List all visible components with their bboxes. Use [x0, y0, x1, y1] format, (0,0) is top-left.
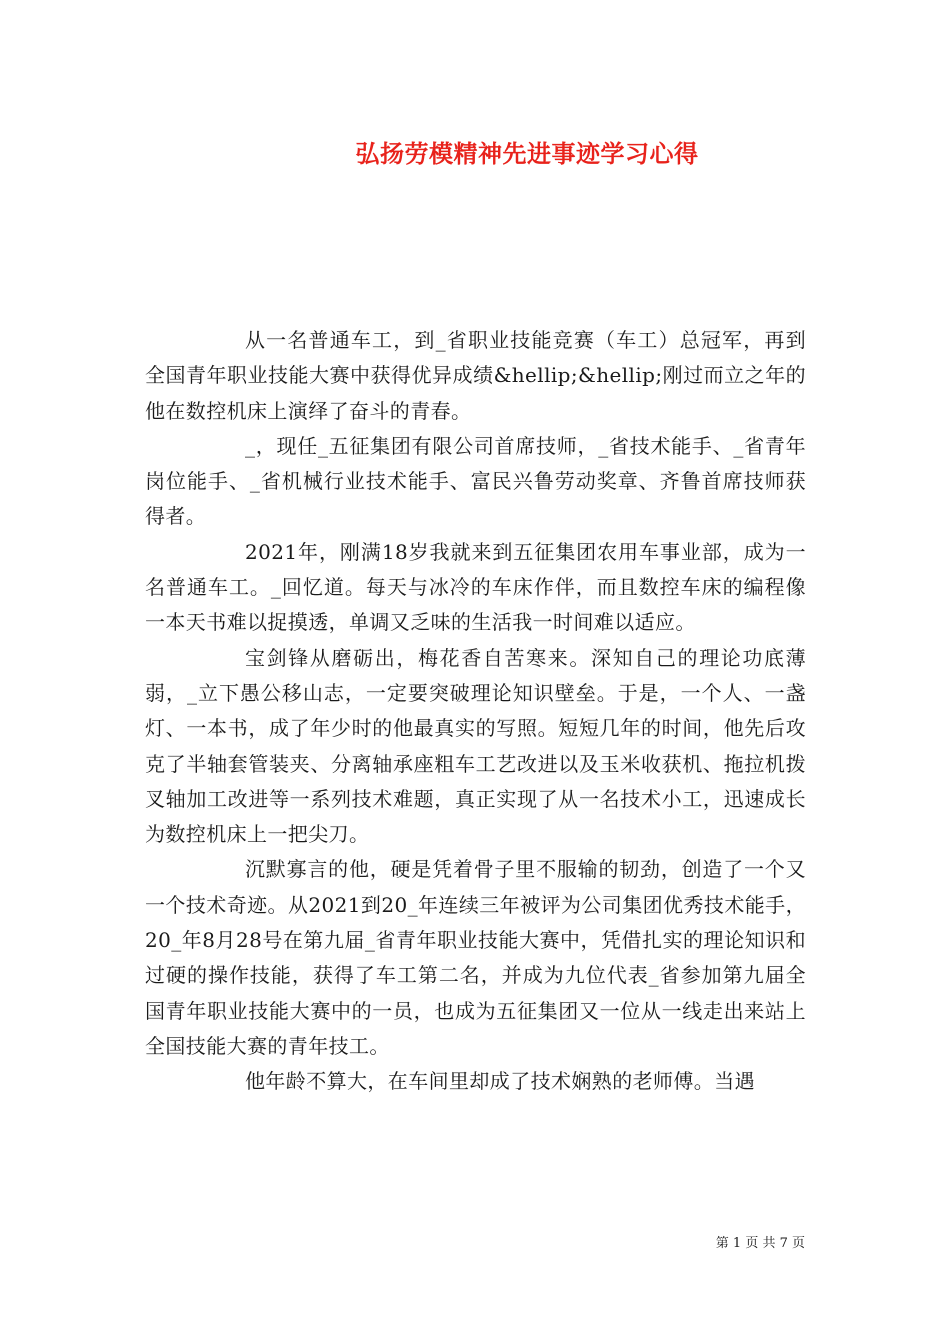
paragraph-5: 沉默寡言的他，硬是凭着骨子里不服输的韧劲，创造了一个又一个技术奇迹。从2021到20_年连续三年被评为公司集团优秀技术能手，20_年8月28号在第九届_省青年职业技能大赛中，凭借扎实的理论知识和过硬的操作技能，获得了车工第二名，并成为九位代表_省参加第九届全国青年职业技能大赛中的一员，也成为五征集团又一位从一线走出来站上全国技能大赛的青年技工。 — [145, 857, 806, 1058]
paragraph-6: 他年龄不算大，在车间里却成了技术娴熟的老师傅。当遇 — [245, 1069, 755, 1094]
paragraph-3: 2021年，刚满18岁我就来到五征集团农用车事业部，成为一名普通车工。_回忆道。每天与冰冷的车床作伴，而且数控车床的编程像一本天书难以捉摸透，单调又乏味的生活我一时间难以适应。 — [145, 539, 806, 635]
page-number: 第 1 页 共 7 页 — [715, 1236, 805, 1251]
document-title: 弘扬劳模精神先进事迹学习心得 — [355, 140, 699, 168]
paragraph-2: _，现任_五征集团有限公司首席技师，_省技术能手、_省青年岗位能手、_省机械行业技术能手、富民兴鲁劳动奖章、齐鲁首席技师获得者。 — [145, 433, 806, 529]
paragraph-1: 从一名普通车工，到_省职业技能竞赛（车工）总冠军，再到全国青年职业技能大赛中获得优异成绩&hellip;&hellip;刚过而立之年的他在数控机床上演绎了奋斗的青春。 — [145, 328, 806, 423]
document-body — [145, 323, 806, 1100]
paragraph-4: 宝剑锋从磨砺出，梅花香自苦寒来。深知自己的理论功底薄弱，_立下愚公移山志，一定要突破理论知识壁垒。于是，一个人、一盏灯、一本书，成了年少时的他最真实的写照。短短几年的时间，他先后攻克了半轴套管装夹、分离轴承座粗车工艺改进以及玉米收获机、拖拉机拨叉轴加工改进等一系列技术难题，真正实现了从一名技术小工，迅速成长为数控机床上一把尖刀。 — [145, 645, 806, 847]
